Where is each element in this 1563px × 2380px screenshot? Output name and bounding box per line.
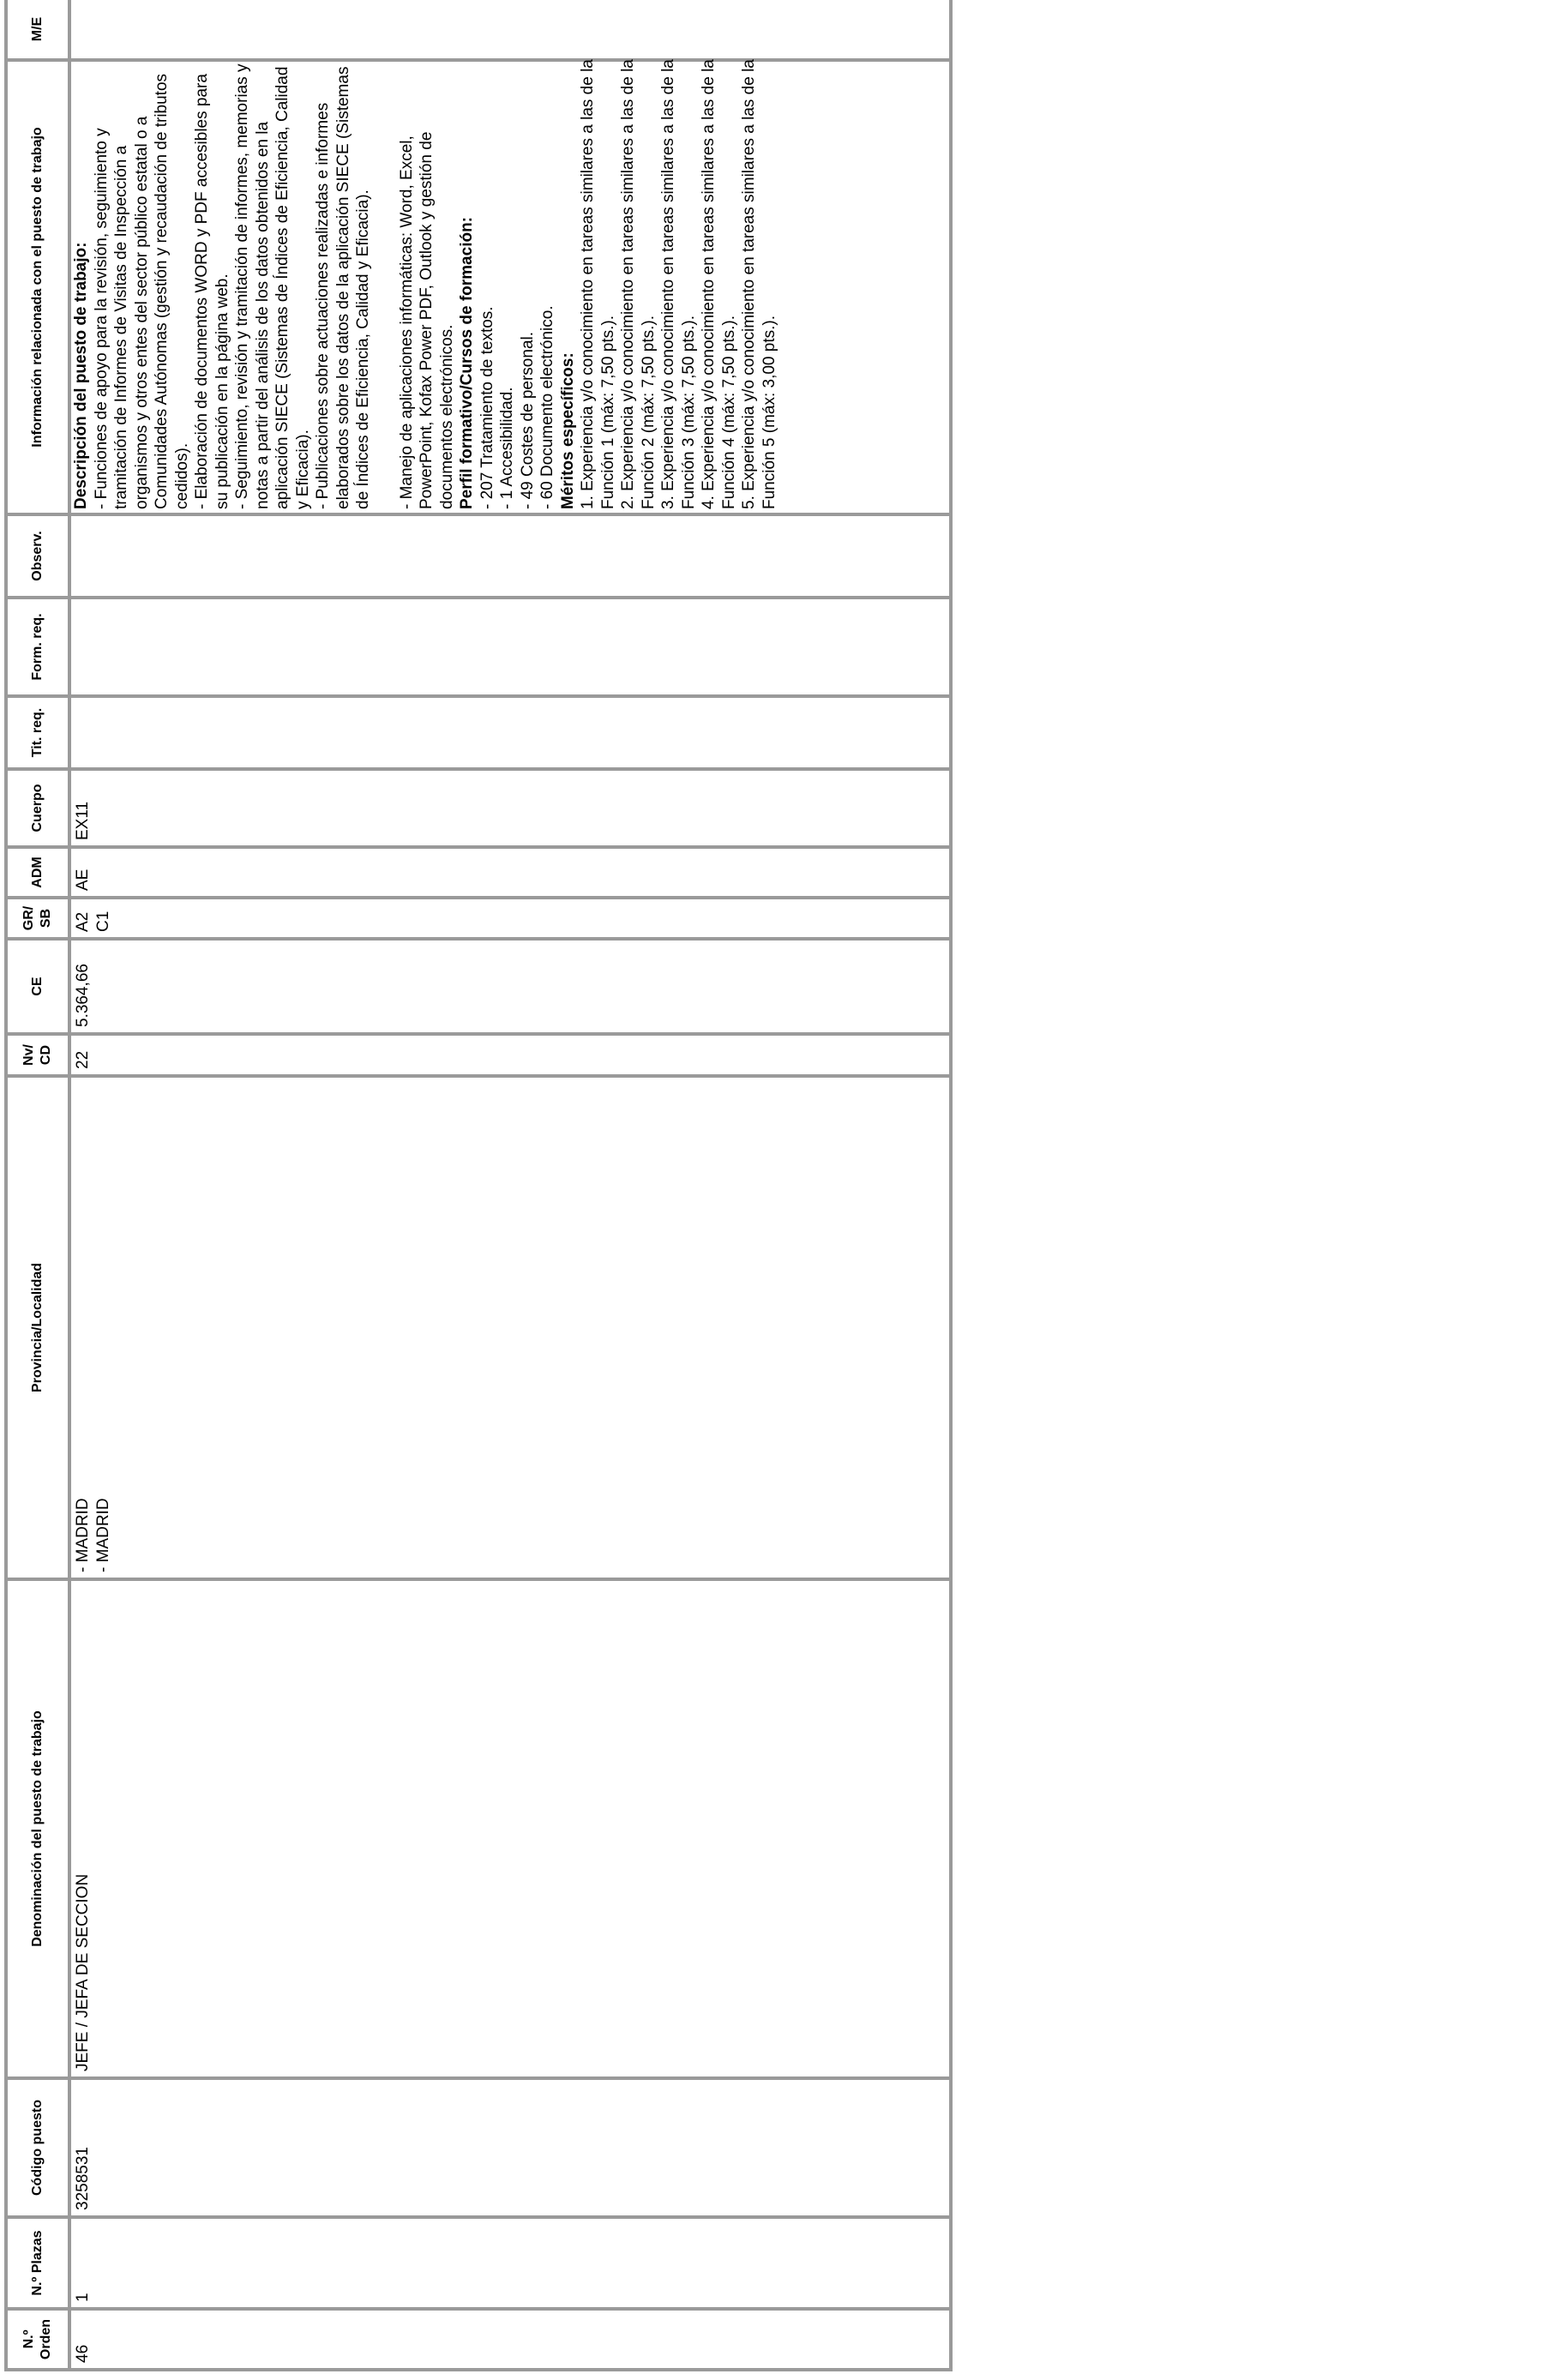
info-line: - Seguimiento, revisión y tramitación de informes, memorias y (233, 63, 251, 509)
header-orden: N.º Orden (6, 2309, 69, 2370)
info-line: cedidos). (172, 442, 191, 509)
cell-titulacion (69, 696, 951, 769)
info-line: - Publicaciones sobre actuaciones realizadas e informes (314, 102, 332, 509)
cell-cuerpo: EX11 (69, 769, 951, 847)
info-heading: Descripción del puesto de trabajo: (72, 242, 90, 509)
cell-nivel: 22 (69, 1034, 951, 1076)
info-line: - 1 Accesibilidad. (498, 387, 516, 509)
cell-observaciones (69, 514, 951, 598)
header-adm: ADM (6, 847, 69, 898)
header-titulacion: Tit. req. (6, 696, 69, 769)
info-line: Comunidades Autónomas (gestión y recaudación de tributos (153, 73, 171, 509)
header-grupo: GR/ SB (6, 898, 69, 939)
info-line: tramitación de Informes de Visitas de Inspección a (112, 145, 130, 509)
info-line: su publicación en la página web. (213, 273, 231, 509)
cell-adm: AE (69, 847, 951, 898)
info-line: y Eficacia). (293, 430, 312, 509)
info-line: Función 3 (máx: 7,50 pts.). (679, 316, 698, 509)
provincia-line: - MADRID (74, 1498, 92, 1572)
info-line: 1. Experiencia y/o conocimiento en tareas similares a las de la (579, 59, 597, 509)
header-plazas: N.º Plazas (6, 2217, 69, 2309)
cell-formacion (69, 598, 951, 696)
header-row (6, 0, 69, 2370)
info-heading: Perfil formativo/Cursos de formación: (458, 216, 476, 509)
cell-codigo: 3258531 (69, 2078, 951, 2217)
info-line: 5. Experiencia y/o conocimiento en tareas similares a las de la (740, 59, 758, 509)
header-cuerpo: Cuerpo (6, 769, 69, 847)
info-line: PowerPoint, Kofax Power PDF, Outlook y gestión de (418, 131, 436, 509)
header-informacion: Información relacionada con el puesto de trabajo (6, 60, 69, 514)
info-line: - 49 Costes de personal. (518, 331, 537, 509)
info-line: - Manejo de aplicaciones informáticas: Word, Excel, (397, 135, 416, 509)
provincia-line: - MADRID (93, 1498, 112, 1572)
info-line: organismos y otros entes del sector público estatal o a (132, 116, 151, 509)
info-line: - 60 Documento electrónico. (538, 305, 556, 509)
grupo-line: C1 (93, 911, 112, 932)
job-positions-table (4, 0, 953, 2371)
info-line: Función 5 (máx: 3,00 pts.). (760, 316, 778, 509)
cell-ce: 5.364,66 (69, 939, 951, 1034)
cell-orden: 46 (69, 2309, 951, 2370)
header-denominacion: Denominación del puesto de trabajo (6, 1579, 69, 2078)
header-provincia: Provincia/Localidad (6, 1076, 69, 1579)
cell-grupo (69, 898, 951, 939)
cell-provincia (69, 1076, 951, 1579)
info-line: 3. Experiencia y/o conocimiento en tareas similares a las de la (659, 59, 677, 509)
info-line: notas a partir del análisis de los datos obtenidos en la (253, 121, 272, 509)
info-heading: Méritos específicos: (558, 352, 577, 509)
header-codigo: Código puesto (6, 2078, 69, 2217)
table-row (69, 0, 951, 2370)
header-formacion: Form. req. (6, 598, 69, 696)
cell-me (69, 0, 951, 60)
info-line: 4. Experiencia y/o conocimiento en tareas similares a las de la (700, 59, 718, 509)
info-line: - Elaboración de documentos WORD y PDF accesibles para (193, 74, 211, 509)
header-observaciones: Observ. (6, 514, 69, 598)
info-line: - Funciones de apoyo para la revisión, seguimiento y (92, 128, 111, 509)
info-line: documentos electrónicos. (437, 324, 456, 509)
header-ce: CE (6, 939, 69, 1034)
info-line: elaborados sobre los datos de la aplicación SIECE (Sistemas (334, 66, 352, 509)
info-line: Función 2 (máx: 7,50 pts.). (639, 316, 658, 509)
info-line: 2. Experiencia y/o conocimiento en tareas similares a las de la (619, 59, 637, 509)
header-me: M/E (6, 0, 69, 60)
cell-denominacion: JEFE / JEFA DE SECCION (69, 1579, 951, 2078)
info-line: - 207 Tratamiento de textos. (478, 306, 496, 509)
info-line: Función 4 (máx: 7,50 pts.). (719, 316, 738, 509)
header-nivel: Nv/ CD (6, 1034, 69, 1076)
grupo-line: A2 (74, 911, 92, 932)
info-line: Función 1 (máx: 7,50 pts.). (598, 316, 617, 509)
info-line: de Índices de Eficiencia, Calidad y Eficacia). (354, 189, 372, 509)
cell-plazas: 1 (69, 2217, 951, 2309)
info-line: aplicación SIECE (Sistemas de Índices de Eficiencia, Calidad (274, 66, 292, 509)
info-blank-line (374, 65, 397, 509)
cell-informacion (69, 60, 951, 514)
